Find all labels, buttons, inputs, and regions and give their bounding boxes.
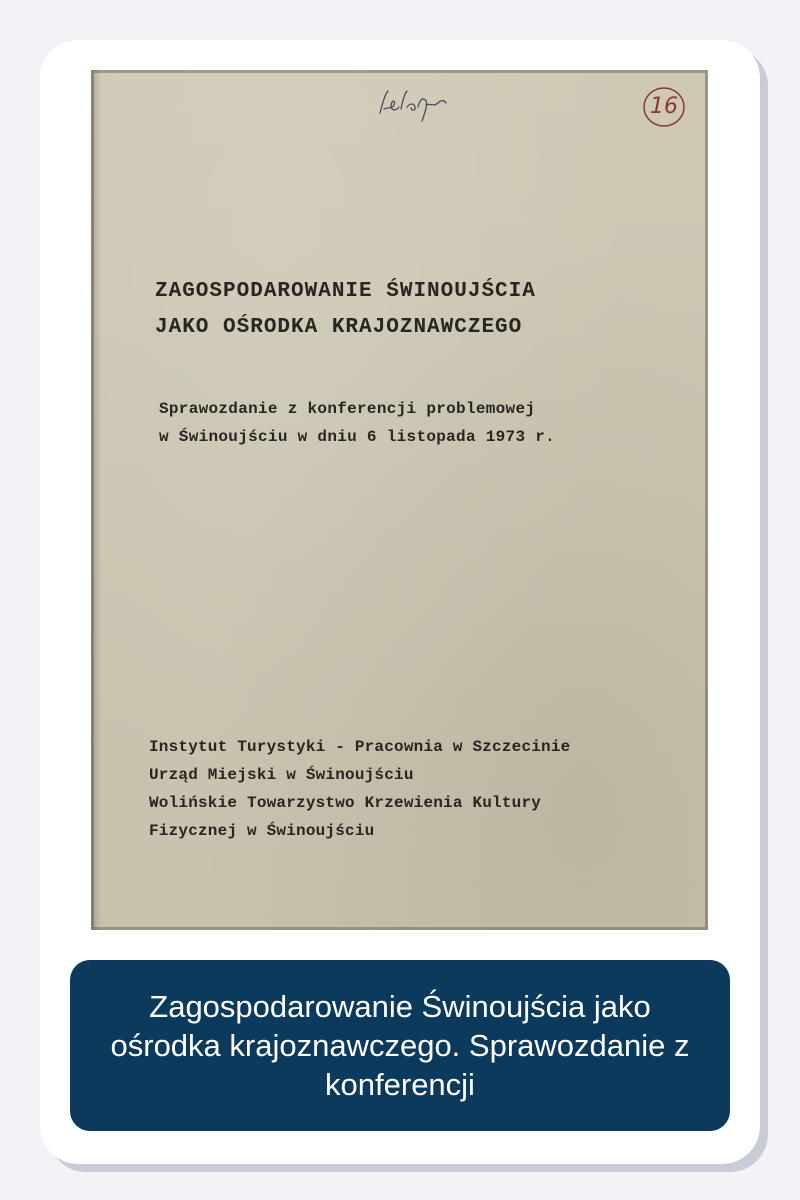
document-cover-scan (91, 70, 708, 930)
caption-text: Zagospodarowanie Świnoujścia jako ośrodka krajoznawczego. Sprawozdanie z konferencji (110, 989, 690, 1102)
title-line-2: JAKO OŚRODKA KRAJOZNAWCZEGO (155, 316, 523, 339)
organization-line-2: Urząd Miejski w Świnoujściu (149, 766, 414, 784)
page-number: 16 (650, 94, 678, 119)
handwritten-note (374, 85, 464, 125)
subtitle-line-1: Sprawozdanie z konferencji problemowej (159, 400, 536, 418)
caption-banner (70, 960, 730, 1131)
page-number-stamp (642, 85, 686, 129)
organization-line-3: Wolińskie Towarzystwo Krzewienia Kultury (149, 794, 542, 812)
subtitle-line-2: w Świnoujściu w dniu 6 listopada 1973 r. (159, 428, 556, 446)
organization-line-1: Instytut Turystyki - Pracownia w Szczecinie (149, 738, 571, 756)
organization-line-4: Fizycznej w Świnoujściu (149, 822, 375, 840)
title-line-1: ZAGOSPODAROWANIE ŚWINOUJŚCIA (155, 280, 536, 303)
